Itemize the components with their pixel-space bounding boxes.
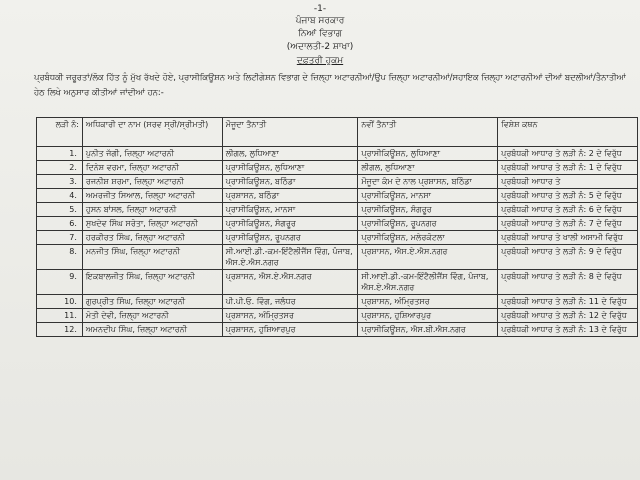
name-cell: ਦਿਨੇਸ਼ ਵਰਮਾ, ਜ਼ਿਲ੍ਹਾ ਅਟਾਰਨੀ [82, 161, 222, 175]
sr-cell: 3. [37, 175, 83, 189]
current-posting-cell: ਪ੍ਰਾਸੀਕਿਊਸ਼ਨ, ਰੂਪਨਗਰ [222, 231, 358, 245]
table-header-row [37, 118, 638, 147]
remarks-cell: ਪ੍ਰਬੰਧਕੀ ਆਧਾਰ ਤੇ ਲੜੀ ਨੰ: 1 ਦੇ ਵਿਰੁੱਧ [498, 161, 638, 175]
header-remarks: ਵਿਸ਼ੇਸ਼ ਕਥਨ [498, 118, 638, 147]
new-posting-cell: ਪ੍ਰਾਸੀਕਿਊਸ਼ਨ, ਮਲੇਰਕੋਟਲਾ [358, 231, 498, 245]
table-row [37, 270, 638, 295]
table-row [37, 161, 638, 175]
new-posting-cell: ਮੌਜੂਦਾ ਕੰਮ ਦੇ ਨਾਲ ਪ੍ਰਸ਼ਾਸਨ, ਬਠਿੰਡਾ [358, 175, 498, 189]
table-row [37, 323, 638, 337]
sr-cell: 6. [37, 217, 83, 231]
remarks-cell: ਪ੍ਰਬੰਧਕੀ ਆਧਾਰ ਤੇ ਲੜੀ ਨੰ: 12 ਦੇ ਵਿਰੁੱਧ [498, 309, 638, 323]
table-row [37, 295, 638, 309]
current-posting-cell: ਪੀ.ਪੀ.ਓ. ਵਿੰਗ, ਜਲੰਧਰ [222, 295, 358, 309]
name-cell: ਹਰਕੀਰਤ ਸਿੰਘ, ਜ਼ਿਲ੍ਹਾ ਅਟਾਰਨੀ [82, 231, 222, 245]
header-name: ਅਧਿਕਾਰੀ ਦਾ ਨਾਮ (ਸਰਵ ਸ੍ਰੀ/ਸ੍ਰੀਮਤੀ) [82, 118, 222, 147]
table-row [37, 189, 638, 203]
current-posting-cell: ਪ੍ਰਾਸੀਕਿਊਸ਼ਨ, ਸੰਗਰੂਰ [222, 217, 358, 231]
table-row [37, 147, 638, 161]
table-row [37, 309, 638, 323]
table-row [37, 175, 638, 189]
remarks-cell: ਪ੍ਰਬੰਧਕੀ ਆਧਾਰ ਤੇ ਲੜੀ ਨੰ: 13 ਦੇ ਵਿਰੁੱਧ [498, 323, 638, 337]
remarks-cell: ਪ੍ਰਬੰਧਕੀ ਆਧਾਰ ਤੇ ਖਾਲੀ ਅਸਾਮੀ ਵਿਰੁੱਧ [498, 231, 638, 245]
header-branch: (ਅਦਾਲਤੀ-2 ਸ਼ਾਖਾ) [286, 42, 354, 52]
table-row [37, 203, 638, 217]
remarks-cell: ਪ੍ਰਬੰਧਕੀ ਆਧਾਰ ਤੇ ਲੜੀ ਨੰ: 5 ਦੇ ਵਿਰੁੱਧ [498, 189, 638, 203]
remarks-cell: ਪ੍ਰਬੰਧਕੀ ਆਧਾਰ ਤੇ ਲੜੀ ਨੰ: 9 ਦੇ ਵਿਰੁੱਧ [498, 245, 638, 270]
sr-cell: 12. [37, 323, 83, 337]
current-posting-cell: ਪ੍ਰਸ਼ਾਸਨ, ਹੁਸ਼ਿਆਰਪੁਰ [222, 323, 358, 337]
name-cell: ਮਨਜੀਤ ਸਿੰਘ, ਜ਼ਿਲ੍ਹਾ ਅਟਾਰਨੀ [82, 245, 222, 270]
remarks-cell: ਪ੍ਰਬੰਧਕੀ ਆਧਾਰ ਤੇ ਲੜੀ ਨੰ: 11 ਦੇ ਵਿਰੁੱਧ [498, 295, 638, 309]
sr-cell: 2. [37, 161, 83, 175]
sr-cell: 10. [37, 295, 83, 309]
remarks-cell: ਪ੍ਰਬੰਧਕੀ ਆਧਾਰ ਤੇ ਲੜੀ ਨੰ: 2 ਦੇ ਵਿਰੁੱਧ [498, 147, 638, 161]
new-posting-cell: ਪ੍ਰਸ਼ਾਸਨ, ਐਸ.ਏ.ਐਸ.ਨਗਰ [358, 245, 498, 270]
current-posting-cell: ਪ੍ਰਾਸੀਕਿਊਸ਼ਨ, ਮਾਨਸਾ [222, 203, 358, 217]
new-posting-cell: ਪ੍ਰਾਸੀਕਿਊਸ਼ਨ, ਲੁਧਿਆਣਾ [358, 147, 498, 161]
name-cell: ਗੁਰਪ੍ਰੀਤ ਸਿੰਘ, ਜ਼ਿਲ੍ਹਾ ਅਟਾਰਨੀ [82, 295, 222, 309]
name-cell: ਰਜਨੀਸ਼ ਸ਼ਰਮਾ, ਜ਼ਿਲ੍ਹਾ ਅਟਾਰਨੀ [82, 175, 222, 189]
name-cell: ਸੁਖਦੇਵ ਸਿੰਘ ਸਰੋਤਾ, ਜ਼ਿਲ੍ਹਾ ਅਟਾਰਨੀ [82, 217, 222, 231]
sr-cell: 11. [37, 309, 83, 323]
current-posting-cell: ਪ੍ਰਸ਼ਾਸਨ, ਐਸ.ਏ.ਐਸ.ਨਗਰ [222, 270, 358, 295]
new-posting-cell: ਪ੍ਰਾਸੀਕਿਊਸ਼ਨ, ਸੰਗਰੂਰ [358, 203, 498, 217]
intro-paragraph: ਪ੍ਰਬੰਧਕੀ ਜਰੂਰਤਾਂ/ਲੋਕ ਹਿੱਤ ਨੂੰ ਮੁੱਖ ਰੱਖਦੇ ਹੋਏ, ਪ੍ਰਾਸੀਕਿਊਸ਼ਨ ਅਤੇ ਲਿਟੀਗੇਸ਼ਨ ਵਿਭਾਗ ਦੇ ਜ਼ਿਲ੍ਹਾ ਅਟਾਰਨੀਆਂ/ਉਪ ਜ਼ਿਲ੍ਹਾ ਅਟਾਰਨੀਆਂ/ਸਹਾਇਕ ਜ਼ਿਲ੍ਹਾ ਅਟਾਰਨੀਆਂ ਦੀਆਂ ਬਦਲੀਆਂ/ਤੈਨਾਤੀਆਂ ਹੇਠ ਲਿਖੇ ਅਨੁਸਾਰ ਕੀਤੀਆਂ ਜਾਂਦੀਆਂ ਹਨ:- [34, 72, 626, 97]
remarks-cell: ਪ੍ਰਬੰਧਕੀ ਆਧਾਰ ਤੇ ਲੜੀ ਨੰ: 6 ਦੇ ਵਿਰੁੱਧ [498, 203, 638, 217]
table-row [37, 245, 638, 270]
name-cell: ਪੁਨੀਤ ਜੱਗੀ, ਜ਼ਿਲ੍ਹਾ ਅਟਾਰਨੀ [82, 147, 222, 161]
header-government: ਪੰਜਾਬ ਸਰਕਾਰ [295, 16, 345, 26]
header-order-title: ਦਫ਼ਤਰੀ ਹੁਕਮ [296, 56, 344, 66]
new-posting-cell: ਪ੍ਰਾਸੀਕਿਊਸ਼ਨ, ਐਸ.ਬੀ.ਐਸ.ਨਗਰ [358, 323, 498, 337]
name-cell: ਇਕਬਾਲਜੀਤ ਸਿੰਘ, ਜ਼ਿਲ੍ਹਾ ਅਟਾਰਨੀ [82, 270, 222, 295]
new-posting-cell: ਪ੍ਰਸ਼ਾਸਨ, ਅੰਮ੍ਰਿਤਸਰ [358, 295, 498, 309]
sr-cell: 8. [37, 245, 83, 270]
sr-cell: 9. [37, 270, 83, 295]
sr-cell: 5. [37, 203, 83, 217]
new-posting-cell: ਸੀ.ਆਈ.ਡੀ.-ਕਮ-ਇੰਟੈਲੀਜੈਂਸ ਵਿੰਗ, ਪੰਜਾਬ, ਐਸ.ਏ.ਐਸ.ਨਗਰ [358, 270, 498, 295]
current-posting-cell: ਪ੍ਰਸ਼ਾਸਨ, ਅੰਮ੍ਰਿਤਸਰ [222, 309, 358, 323]
name-cell: ਹੁਸਨ ਬਾਂਸਲ, ਜ਼ਿਲ੍ਹਾ ਅਟਾਰਨੀ [82, 203, 222, 217]
name-cell: ਮੋਤੀ ਦੇਵੀ, ਜ਼ਿਲ੍ਹਾ ਅਟਾਰਨੀ [82, 309, 222, 323]
current-posting-cell: ਪ੍ਰਸ਼ਾਸਨ, ਬਠਿੰਡਾ [222, 189, 358, 203]
transfer-table [36, 117, 638, 337]
new-posting-cell: ਲੀਗਲ, ਲੁਧਿਆਣਾ [358, 161, 498, 175]
name-cell: ਅਮਨਦੀਪ ਸਿੰਘ, ਜ਼ਿਲ੍ਹਾ ਅਟਾਰਨੀ [82, 323, 222, 337]
current-posting-cell: ਲੀਗਲ, ਲੁਧਿਆਣਾ [222, 147, 358, 161]
sr-cell: 4. [37, 189, 83, 203]
new-posting-cell: ਪ੍ਰਾਸੀਕਿਊਸ਼ਨ, ਰੂਪਨਗਰ [358, 217, 498, 231]
current-posting-cell: ਪ੍ਰਾਸੀਕਿਊਸ਼ਨ, ਲੁਧਿਆਣਾ [222, 161, 358, 175]
current-posting-cell: ਪ੍ਰਾਸੀਕਿਊਸ਼ਨ, ਬਠਿੰਡਾ [222, 175, 358, 189]
header-sr: ਲੜੀ ਨੰ: [37, 118, 83, 147]
table-row [37, 217, 638, 231]
current-posting-cell: ਸੀ.ਆਈ.ਡੀ.-ਕਮ-ਇੰਟੈਲੀਜੈਂਸ ਵਿੰਗ, ਪੰਜਾਬ, ਐਸ.ਏ.ਐਸ.ਨਗਰ [222, 245, 358, 270]
new-posting-cell: ਪ੍ਰਸ਼ਾਸਨ, ਹੁਸ਼ਿਆਰਪੁਰ [358, 309, 498, 323]
header-new-posting: ਨਵੀਂ ਤੈਨਾਤੀ [358, 118, 498, 147]
remarks-cell: ਪ੍ਰਬੰਧਕੀ ਆਧਾਰ ਤੇ ਲੜੀ ਨੰ: 7 ਦੇ ਵਿਰੁੱਧ [498, 217, 638, 231]
table-row [37, 231, 638, 245]
header-current-posting: ਮੌਜੂਦਾ ਤੈਨਾਤੀ [222, 118, 358, 147]
sr-cell: 1. [37, 147, 83, 161]
remarks-cell: ਪ੍ਰਬੰਧਕੀ ਆਧਾਰ ਤੇ [498, 175, 638, 189]
name-cell: ਅਮਰਜੀਤ ਸਿਆਲ, ਜ਼ਿਲ੍ਹਾ ਅਟਾਰਨੀ [82, 189, 222, 203]
page-number: -1- [313, 4, 327, 14]
sr-cell: 7. [37, 231, 83, 245]
new-posting-cell: ਪ੍ਰਾਸੀਕਿਊਸ਼ਨ, ਮਾਨਸਾ [358, 189, 498, 203]
header-department: ਨਿਆਂ ਵਿਭਾਗ [297, 29, 343, 39]
remarks-cell: ਪ੍ਰਬੰਧਕੀ ਆਧਾਰ ਤੇ ਲੜੀ ਨੰ: 8 ਦੇ ਵਿਰੁੱਧ [498, 270, 638, 295]
